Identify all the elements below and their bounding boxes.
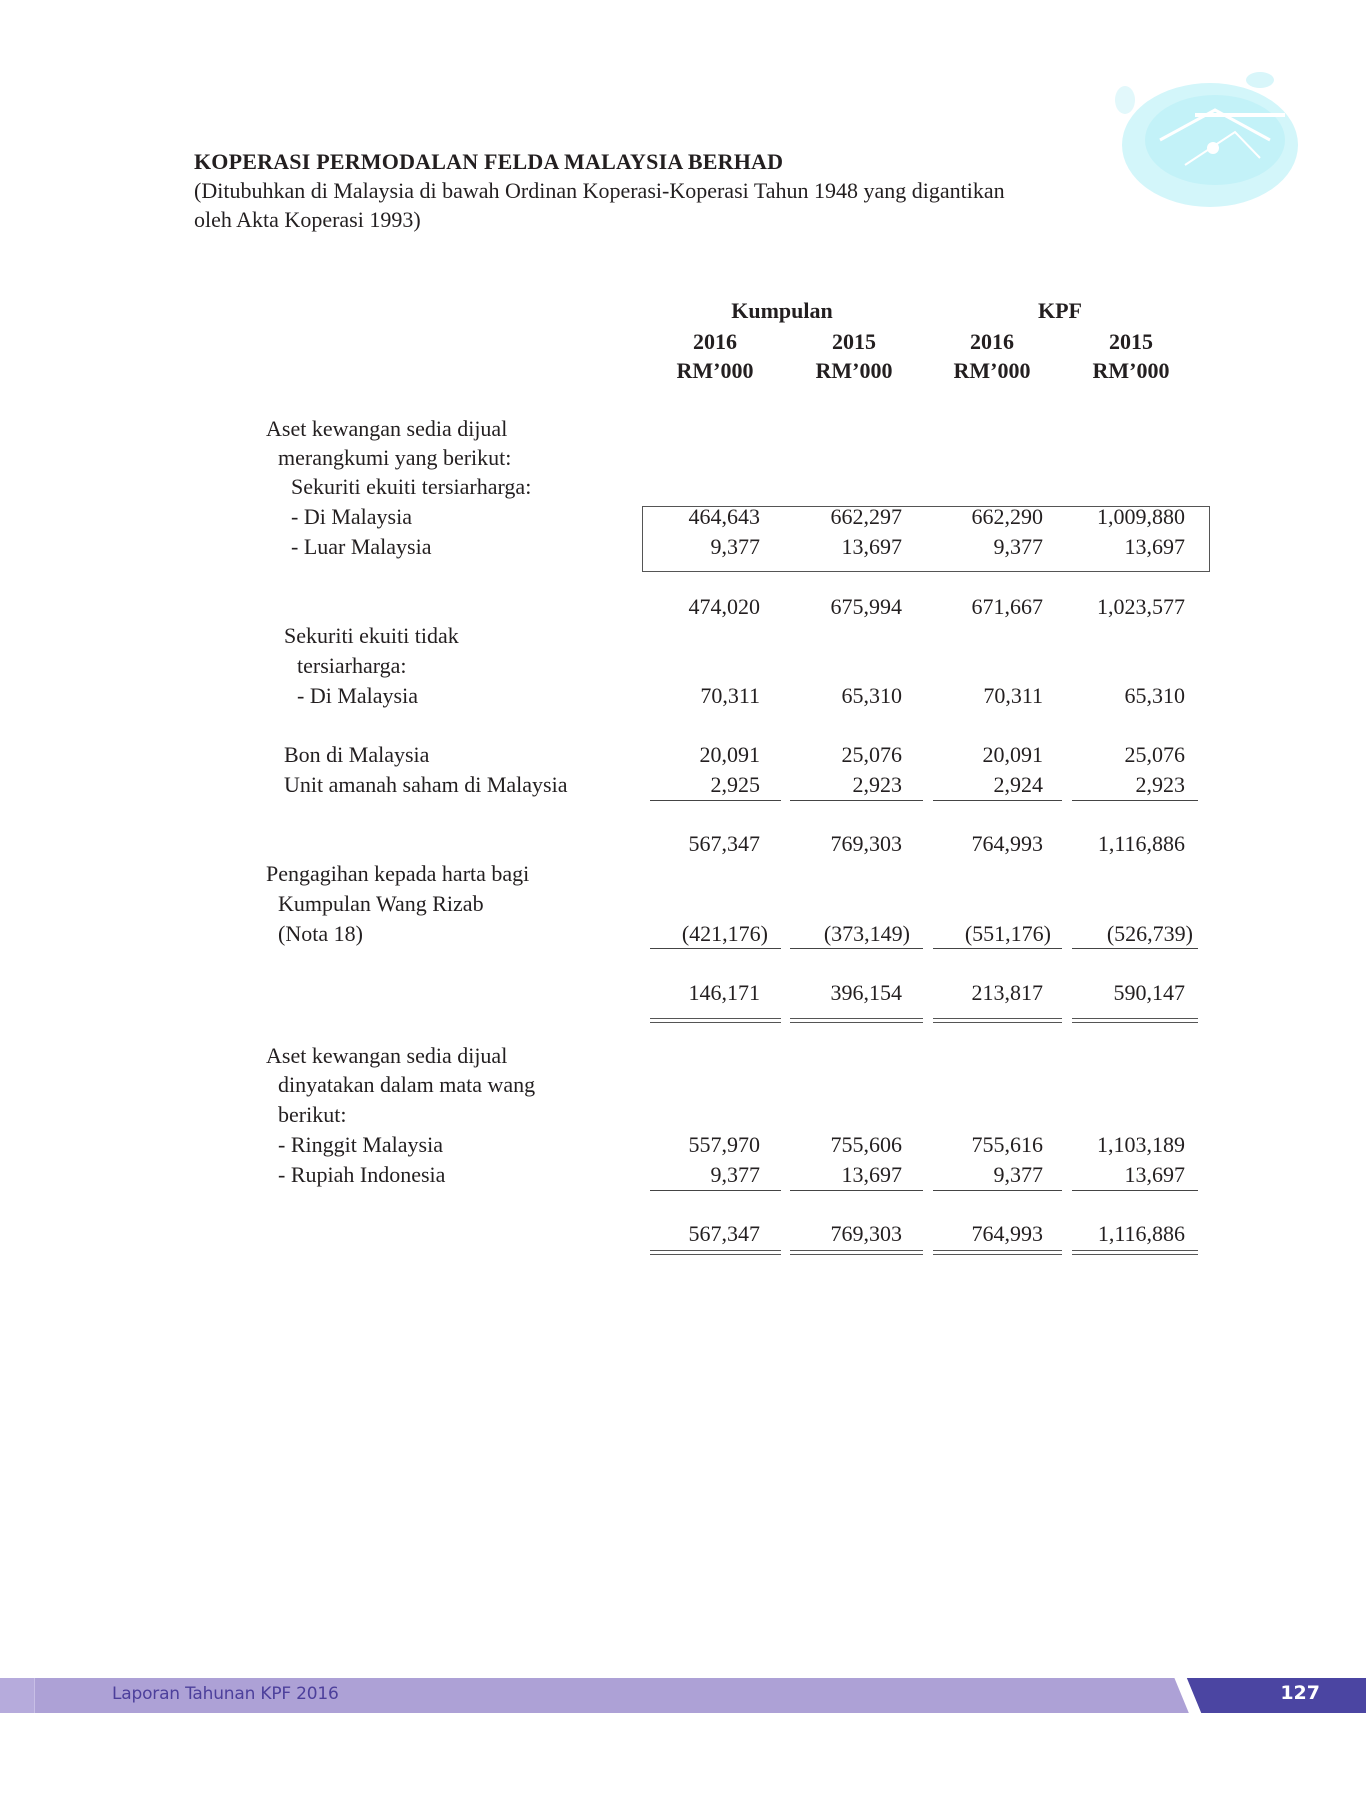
column-header-year: 2016 [970,329,1014,354]
table-cell: 9,377 [710,1162,760,1187]
table-cell: 9,377 [993,534,1043,559]
row-label: (Nota 18) [278,921,363,946]
underline [933,948,1062,949]
row-label: - Rupiah Indonesia [278,1162,446,1187]
table-cell: 764,993 [971,1221,1043,1246]
column-header-year: 2016 [693,329,737,354]
table-cell: 590,147 [1113,980,1185,1005]
table-cell: 20,091 [699,742,760,767]
underline [650,948,781,949]
underline [650,800,781,801]
group-header-kpf: KPF [1038,298,1082,323]
table-cell: (421,176) [681,921,768,946]
table-cell: 2,924 [993,772,1043,797]
row-label: - Di Malaysia [297,683,418,708]
table-cell: 671,667 [971,594,1043,619]
table-cell: 9,377 [993,1162,1043,1187]
row-label: tersiarharga: [297,653,407,678]
table-cell: 2,923 [1135,772,1185,797]
table-cell: 662,290 [971,504,1043,529]
document-header [194,148,1174,234]
table-cell: 70,311 [700,683,760,708]
table-cell: 146,171 [688,980,760,1005]
table-cell: 662,297 [830,504,902,529]
table-cell: 764,993 [971,831,1043,856]
underline [1072,1190,1198,1191]
underline [790,948,923,949]
table-cell: (551,176) [964,921,1051,946]
table-cell: 25,076 [1124,742,1185,767]
table-cell: 464,643 [688,504,760,529]
table-cell: 9,377 [710,534,760,559]
double-underline [650,1250,781,1255]
double-underline [933,1018,1062,1023]
column-header-unit: RM’000 [953,358,1031,383]
company-title: KOPERASI PERMODALAN FELDA MALAYSIA BERHAD [194,149,784,174]
row-label: merangkumi yang berikut: [278,445,512,470]
underline [1072,800,1198,801]
table-cell: 557,970 [688,1132,760,1157]
row-label: - Luar Malaysia [291,534,432,559]
column-header-unit: RM’000 [1092,358,1170,383]
table-cell: 474,020 [688,594,760,619]
column-header-year: 2015 [832,329,876,354]
table-cell: 675,994 [830,594,902,619]
page-number: 127 [1280,1682,1320,1704]
double-underline [1072,1250,1198,1255]
double-underline [933,1250,1062,1255]
double-underline [1072,1018,1198,1023]
row-label: Sekuriti ekuiti tersiarharga: [291,474,532,499]
underline [790,1190,923,1191]
table-cell: 1,116,886 [1097,1221,1185,1246]
table-cell: (373,149) [823,921,910,946]
table-cell: 2,923 [852,772,902,797]
table-cell: 396,154 [830,980,902,1005]
row-label: - Di Malaysia [291,504,412,529]
table-cell: 567,347 [688,1221,760,1246]
underline [650,1190,781,1191]
row-label: - Ringgit Malaysia [278,1132,443,1157]
double-underline [650,1018,781,1023]
table-cell: 769,303 [830,1221,902,1246]
table-cell: 13,697 [841,1162,902,1187]
table-cell: 755,606 [830,1132,902,1157]
table-cell: 2,925 [710,772,760,797]
table-cell: (526,739) [1106,921,1193,946]
table-cell: 13,697 [841,534,902,559]
table-cell: 65,310 [841,683,902,708]
table-cell: 1,116,886 [1097,831,1185,856]
table-cell: 13,697 [1124,534,1185,559]
underline [1072,948,1198,949]
row-label: Bon di Malaysia [284,742,430,767]
footer-report-title: Laporan Tahunan KPF 2016 [112,1684,339,1704]
underline [933,800,1062,801]
row-label: berikut: [278,1102,347,1127]
table-cell: 1,103,189 [1097,1132,1185,1157]
table-cell: 755,616 [971,1132,1043,1157]
table-cell: 1,009,880 [1097,504,1185,529]
table-cell: 213,817 [971,980,1043,1005]
table-cell: 769,303 [830,831,902,856]
row-label: Pengagihan kepada harta bagi [266,861,530,886]
company-subtitle-line1: (Ditubuhkan di Malaysia di bawah Ordinan Koperasi-Koperasi Tahun 1948 yang digantikan [194,178,1005,203]
column-header-year: 2015 [1109,329,1153,354]
double-underline [790,1018,923,1023]
row-label: Kumpulan Wang Rizab [278,891,484,916]
group-header-kumpulan: Kumpulan [731,298,833,323]
table-cell: 25,076 [841,742,902,767]
company-subtitle-line2: oleh Akta Koperasi 1993) [194,207,421,232]
row-label: Sekuriti ekuiti tidak [284,623,459,648]
table-cell: 70,311 [983,683,1043,708]
row-label: Unit amanah saham di Malaysia [284,772,568,797]
table-cell: 65,310 [1124,683,1185,708]
row-label: Aset kewangan sedia dijual [266,1043,508,1068]
double-underline [790,1250,923,1255]
row-label: dinyatakan dalam mata wang [278,1072,536,1097]
row-label: Aset kewangan sedia dijual [266,416,508,441]
table-cell: 1,023,577 [1097,594,1185,619]
table-cell: 567,347 [688,831,760,856]
column-header-unit: RM’000 [676,358,754,383]
underline [933,1190,1062,1191]
underline [790,800,923,801]
table-cell: 20,091 [982,742,1043,767]
footer-edge-accent [0,1678,35,1713]
table-cell: 13,697 [1124,1162,1185,1187]
column-header-unit: RM’000 [815,358,893,383]
